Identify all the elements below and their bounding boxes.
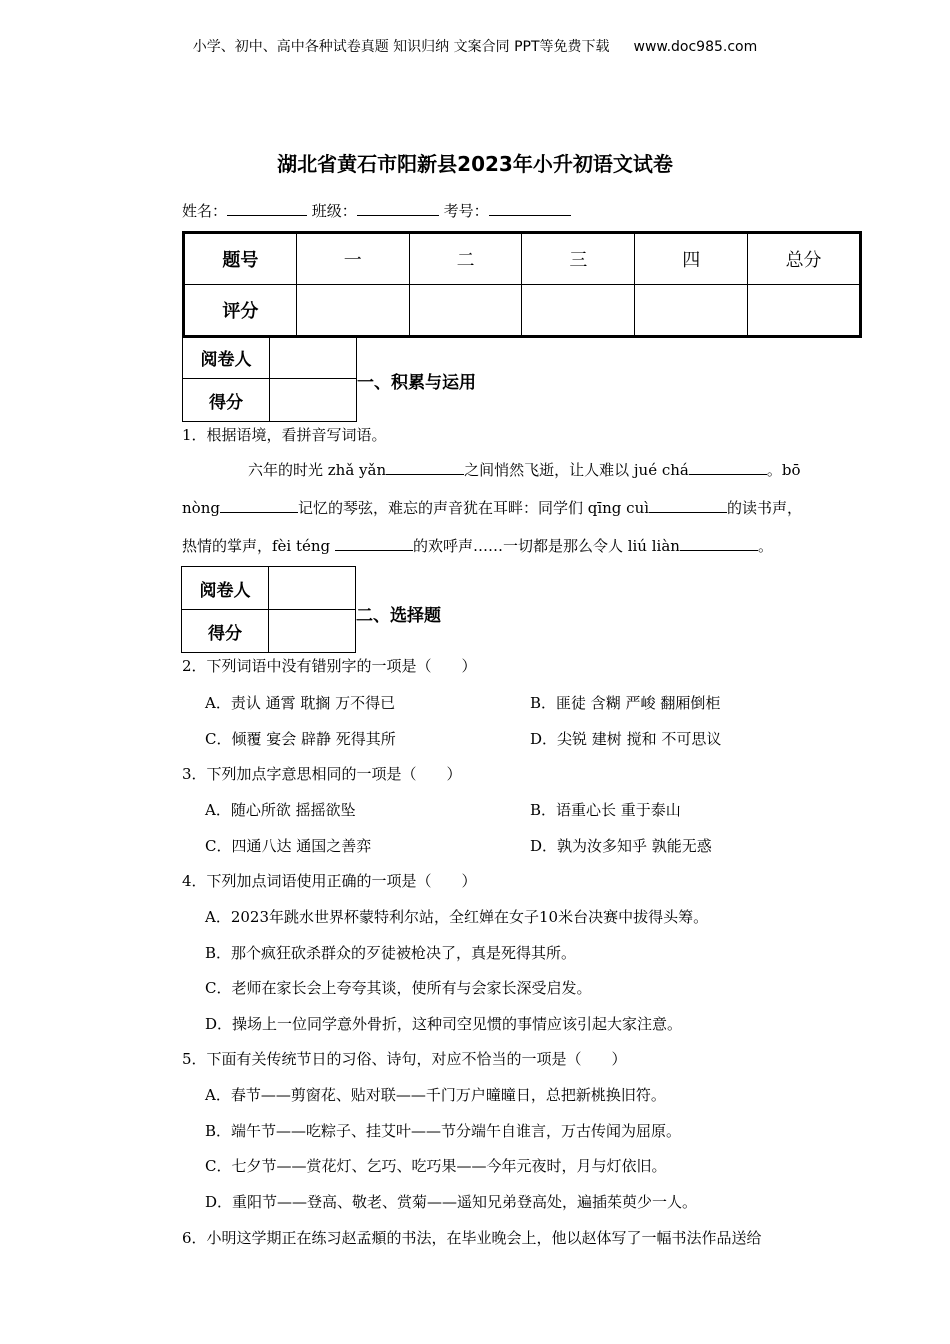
page-title: 湖北省黄石市阳新县2023年小升初语文试卷: [277, 152, 673, 176]
q1-line-2: [182, 497, 802, 518]
score-table: [182, 231, 862, 338]
answer-blank[interactable]: [335, 536, 413, 551]
answer-blank[interactable]: [649, 498, 727, 513]
answer-blank[interactable]: [220, 498, 298, 513]
score-table-header-row: [184, 233, 861, 285]
answer-blank[interactable]: [680, 536, 758, 551]
q4-option-b[interactable]: B．那个疯狂砍杀群众的歹徒被枪决了，真是死得其所。: [205, 944, 577, 962]
name-field[interactable]: [227, 201, 307, 216]
score-header-cell: 题号: [184, 233, 297, 285]
q1-text: 。: [757, 537, 773, 555]
score-cell[interactable]: [270, 379, 357, 422]
reviewer-label: 阅卷人: [182, 567, 269, 610]
q3-option-b[interactable]: B．语重心长 重于泰山: [530, 801, 681, 819]
score-header-cell: 四: [635, 233, 748, 285]
score-header-cell: 总分: [748, 233, 861, 285]
q2-stem: 2．下列词语中没有错别字的一项是（ ）: [182, 657, 477, 675]
section-2-title: 二、选择题: [356, 606, 441, 626]
score-table-score-row: [184, 285, 861, 337]
q5-option-d[interactable]: D．重阳节——登高、敬老、赏菊——遥知兄弟登高处，遍插茱萸少一人。: [205, 1193, 698, 1211]
header-text: 小学、初中、高中各种试卷真题 知识归纳 文案合同 PPT等免费下载: [192, 39, 610, 55]
reviewer-cell[interactable]: [270, 336, 357, 379]
page-header: [0, 36, 950, 56]
q1-text: 热情的掌声，fèi téng: [182, 537, 335, 555]
score-cell[interactable]: [269, 610, 356, 653]
q4-option-a[interactable]: A．2023年跳水世界杯蒙特利尔站，全红婵在女子10米台决赛中拔得头筹。: [205, 908, 709, 926]
reviewer-label: 阅卷人: [183, 336, 270, 379]
reviewer-box-1: [182, 335, 357, 422]
q1-text: 六年的时光 zhǎ yǎn: [248, 461, 387, 479]
section-1-title: 一、积累与运用: [357, 373, 476, 393]
q3-option-c[interactable]: C．四通八达 通国之善弈: [205, 837, 372, 855]
q1-stem: 1．根据语境，看拼音写词语。: [182, 426, 387, 444]
q1-text: 。bō: [766, 461, 801, 479]
q2-option-c[interactable]: C．倾覆 宴会 辟静 死得其所: [205, 730, 396, 748]
q4-option-d[interactable]: D．操场上一位同学意外骨折，这种司空见惯的事情应该引起大家注意。: [205, 1015, 683, 1033]
q3-option-a[interactable]: A．随心所欲 摇摇欲坠: [205, 801, 356, 819]
q1-text: 的读书声，: [727, 499, 803, 517]
score-cell[interactable]: [635, 285, 748, 337]
q1-text: 记忆的琴弦，难忘的声音犹在耳畔：同学们 qīng cuì: [297, 499, 650, 517]
score-row-label: 评分: [184, 285, 297, 337]
answer-blank[interactable]: [689, 460, 767, 475]
name-label: 姓名：: [182, 202, 228, 220]
q2-option-d[interactable]: D．尖锐 建树 搅和 不可思议: [530, 730, 722, 748]
score-label: 得分: [182, 610, 269, 653]
q4-stem: 4．下列加点词语使用正确的一项是（ ）: [182, 872, 477, 890]
q2-option-a[interactable]: A．责认 通霄 耽搁 万不得已: [205, 694, 396, 712]
exam-no-field[interactable]: [489, 201, 571, 216]
score-header-cell: 三: [522, 233, 635, 285]
score-cell[interactable]: [748, 285, 861, 337]
q1-text: 的欢呼声……一切都是那么令人 liú liàn: [412, 537, 680, 555]
score-cell[interactable]: [296, 285, 409, 337]
q5-option-c[interactable]: C．七夕节——赏花灯、乞巧、吃巧果——今年元夜时，月与灯依旧。: [205, 1157, 667, 1175]
q6-stem: 6．小明这学期正在练习赵孟頫的书法，在毕业晚会上，他以赵体写了一幅书法作品送给: [182, 1229, 762, 1247]
exam-no-label: 考号：: [443, 202, 489, 220]
score-label: 得分: [183, 379, 270, 422]
q1-line-3: [182, 535, 773, 556]
class-label: 班级：: [311, 202, 357, 220]
reviewer-cell[interactable]: [269, 567, 356, 610]
q5-stem: 5．下面有关传统节日的习俗、诗句，对应不恰当的一项是（ ）: [182, 1050, 627, 1068]
q3-option-d[interactable]: D．孰为汝多知乎 孰能无惑: [530, 837, 712, 855]
reviewer-box-2: [181, 566, 356, 653]
score-cell[interactable]: [522, 285, 635, 337]
answer-blank[interactable]: [386, 460, 464, 475]
q1-text: nòng: [182, 499, 220, 517]
q5-option-b[interactable]: B．端午节——吃粽子、挂艾叶——节分端午自谁言，万古传闻为屈原。: [205, 1122, 682, 1140]
q2-option-b[interactable]: B．匪徒 含糊 严峻 翻厢倒柜: [530, 694, 721, 712]
q4-option-c[interactable]: C．老师在家长会上夸夸其谈，使所有与会家长深受启发。: [205, 979, 592, 997]
score-header-cell: 二: [409, 233, 522, 285]
header-url[interactable]: www.doc985.com: [633, 39, 758, 55]
q5-option-a[interactable]: A．春节——剪窗花、贴对联——千门万户曈曈日，总把新桃换旧符。: [205, 1086, 666, 1104]
score-cell[interactable]: [409, 285, 522, 337]
student-info: [182, 200, 571, 221]
score-header-cell: 一: [296, 233, 409, 285]
class-field[interactable]: [357, 201, 439, 216]
q3-stem: 3．下列加点字意思相同的一项是（ ）: [182, 765, 462, 783]
q1-text: 之间悄然飞逝，让人难以 jué chá: [464, 461, 689, 479]
q1-line-1: [248, 459, 801, 480]
